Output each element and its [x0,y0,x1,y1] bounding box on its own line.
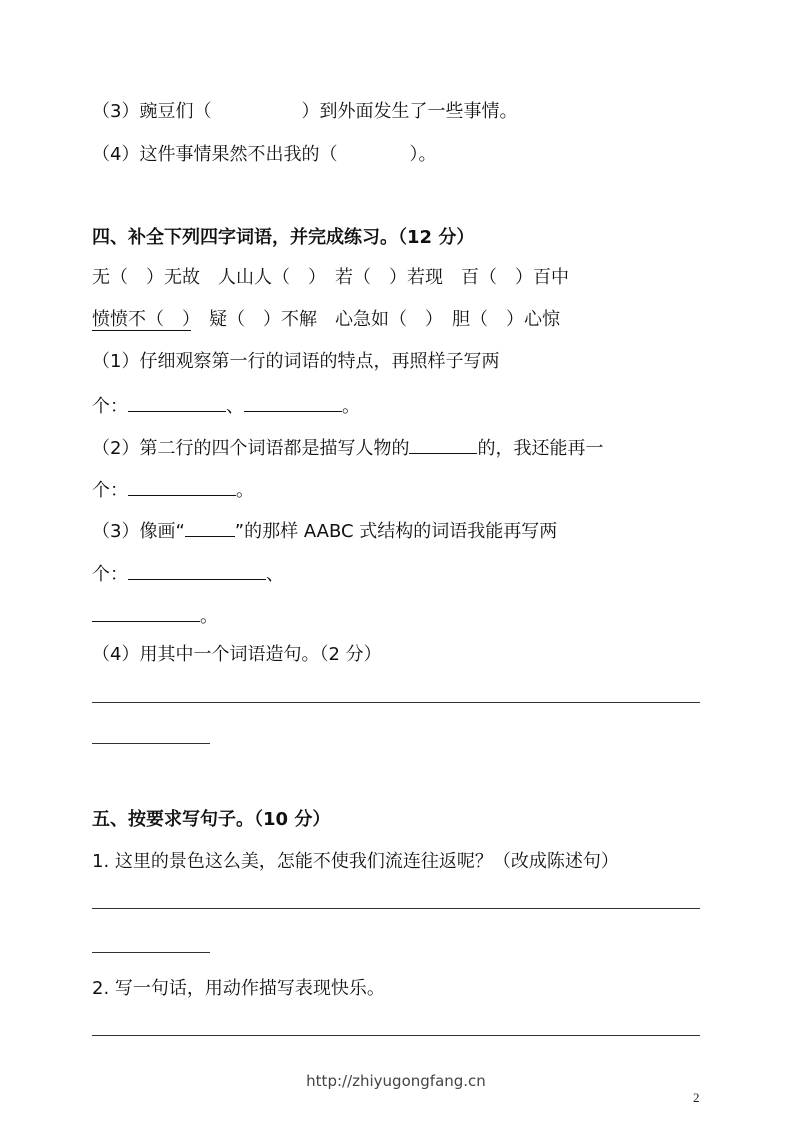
answer-blank[interactable] [128,477,236,496]
text: 的，我还能再一 [477,438,604,459]
question-5-2-text: 2. 写一句话，用动作描写表现快乐。 [92,978,385,999]
answer-prefix: 个： [92,480,128,501]
question-4-2-answer [92,477,254,503]
section-4-heading: 四、补全下列四字词语，并完成练习。（12 分） [92,227,475,248]
text: ”的那样 AABC 式结构的词语我能再写两 [234,521,558,542]
answer-blank[interactable] [185,518,235,537]
question-4-4-text: （4）用其中一个词语造句。（2 分） [92,644,382,665]
period: 。 [342,396,360,417]
answer-line[interactable] [92,952,210,953]
idiom-row-1: 无（ ）无故 人山人（ ） 若（ ）若现 百（ ）百中 [92,267,569,288]
text: （2）第二行的四个词语都是描写人物的 [92,438,410,459]
section-5-heading: 五、按要求写句子。（10 分） [92,809,331,830]
idiom-row-2 [92,308,560,332]
question-3-3: （3）豌豆们（ ）到外面发生了一些事情。 [92,101,518,122]
period: 。 [200,606,218,627]
answer-blank[interactable] [128,561,266,580]
separator: 、 [226,396,244,417]
answer-blank[interactable] [128,393,226,412]
question-4-1-text: （1）仔细观察第一行的词语的特点，再照样子写两 [92,351,500,372]
question-3-4: （4）这件事情果然不出我的（ ）。 [92,144,437,165]
question-4-1-answer [92,393,360,419]
answer-blank[interactable] [244,393,342,412]
footer-url: http://zhiyugongfang.cn [306,1072,486,1090]
separator: 、 [266,564,284,585]
question-5-1-text: 1. 这里的景色这么美，怎能不使我们流连往返呢？（改成陈述句） [92,851,619,872]
question-4-3-answer-cont [92,603,218,629]
answer-line[interactable] [92,702,700,703]
answer-line[interactable] [92,743,210,744]
question-4-3-answer [92,561,284,587]
question-4-3-text [92,518,557,544]
answer-prefix: 个： [92,396,128,417]
answer-prefix: 个： [92,564,128,585]
text: （3）像画“ [92,521,185,542]
answer-blank[interactable] [409,435,477,454]
page-number: 2 [693,1090,700,1105]
question-4-2-text [92,435,603,461]
answer-line[interactable] [92,1035,700,1036]
answer-blank[interactable] [92,603,200,622]
answer-line[interactable] [92,908,700,909]
underlined-idiom: 愤愤不（ ） [92,309,191,330]
period: 。 [236,480,254,501]
idiom-row-2-rest: 疑（ ）不解 心急如（ ） 胆（ ）心惊 [191,309,560,330]
